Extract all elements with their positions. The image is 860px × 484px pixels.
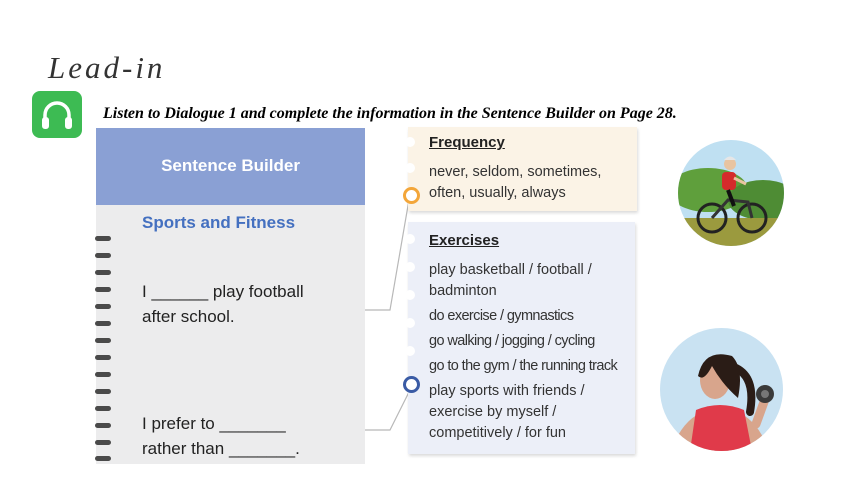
binding-ring xyxy=(95,253,111,258)
binding-ring xyxy=(95,338,111,343)
exercises-list xyxy=(429,260,617,444)
exercises-heading: Exercises xyxy=(429,232,500,249)
exercise-line: competitively / for fun xyxy=(429,425,566,441)
exercise-line: go to the gym / the running track xyxy=(429,358,618,374)
exercises-card xyxy=(408,222,635,454)
exercise-line: go walking / jogging / cycling xyxy=(429,333,595,349)
exercise-line: play sports with friends / xyxy=(429,383,585,399)
audio-play-button[interactable] xyxy=(32,91,82,138)
card-hole xyxy=(405,290,415,300)
sentence-frequency xyxy=(142,279,304,329)
binding-ring xyxy=(95,355,111,360)
binding-ring xyxy=(95,270,111,275)
headphones-icon xyxy=(32,91,82,138)
frequency-line: often, usually, always xyxy=(429,185,566,201)
card-hole xyxy=(405,234,415,244)
exercises-ring-icon xyxy=(403,376,420,393)
binding-ring xyxy=(95,321,111,326)
frequency-heading: Frequency xyxy=(429,134,505,151)
frequency-list xyxy=(429,162,601,204)
card-hole xyxy=(405,163,415,173)
sentence-preference xyxy=(142,411,300,461)
sentence-line: I prefer to _______ xyxy=(142,414,286,433)
frequency-line: never, seldom, sometimes, xyxy=(429,164,602,180)
page-title: Lead-in xyxy=(48,50,166,85)
binding-ring xyxy=(95,423,111,428)
card-hole xyxy=(405,262,415,272)
exercise-line: do exercise / gymnastics xyxy=(429,308,574,324)
binding-ring xyxy=(95,406,111,411)
binding-ring xyxy=(95,236,111,241)
sentence-line: rather than _______. xyxy=(142,439,300,458)
instruction-text: Listen to Dialogue 1 and complete the information in the Sentence Builder on Page 28. xyxy=(103,105,677,122)
sentence-line: I ______ play football xyxy=(142,282,304,301)
binding-ring xyxy=(95,440,111,445)
sentence-builder-title: Sentence Builder xyxy=(161,156,300,175)
woman-dumbbell-illustration xyxy=(660,328,783,451)
exercise-line: exercise by myself / xyxy=(429,404,557,420)
frequency-card xyxy=(408,127,637,211)
frequency-ring-icon xyxy=(403,187,420,204)
binding-ring xyxy=(95,304,111,309)
card-hole xyxy=(405,346,415,356)
section-subtitle: Sports and Fitness xyxy=(142,213,296,232)
card-hole xyxy=(405,318,415,328)
binding-ring xyxy=(95,456,111,461)
cyclist-illustration xyxy=(678,140,784,246)
binding-ring xyxy=(95,287,111,292)
cyclist-photo xyxy=(678,140,784,246)
binding-ring xyxy=(95,389,111,394)
fitness-photo xyxy=(660,328,783,451)
card-hole xyxy=(405,137,415,147)
exercise-line: badminton xyxy=(429,283,497,299)
binding-ring xyxy=(95,372,111,377)
exercise-line: play basketball / football / xyxy=(429,262,592,278)
sentence-line: after school. xyxy=(142,307,235,326)
